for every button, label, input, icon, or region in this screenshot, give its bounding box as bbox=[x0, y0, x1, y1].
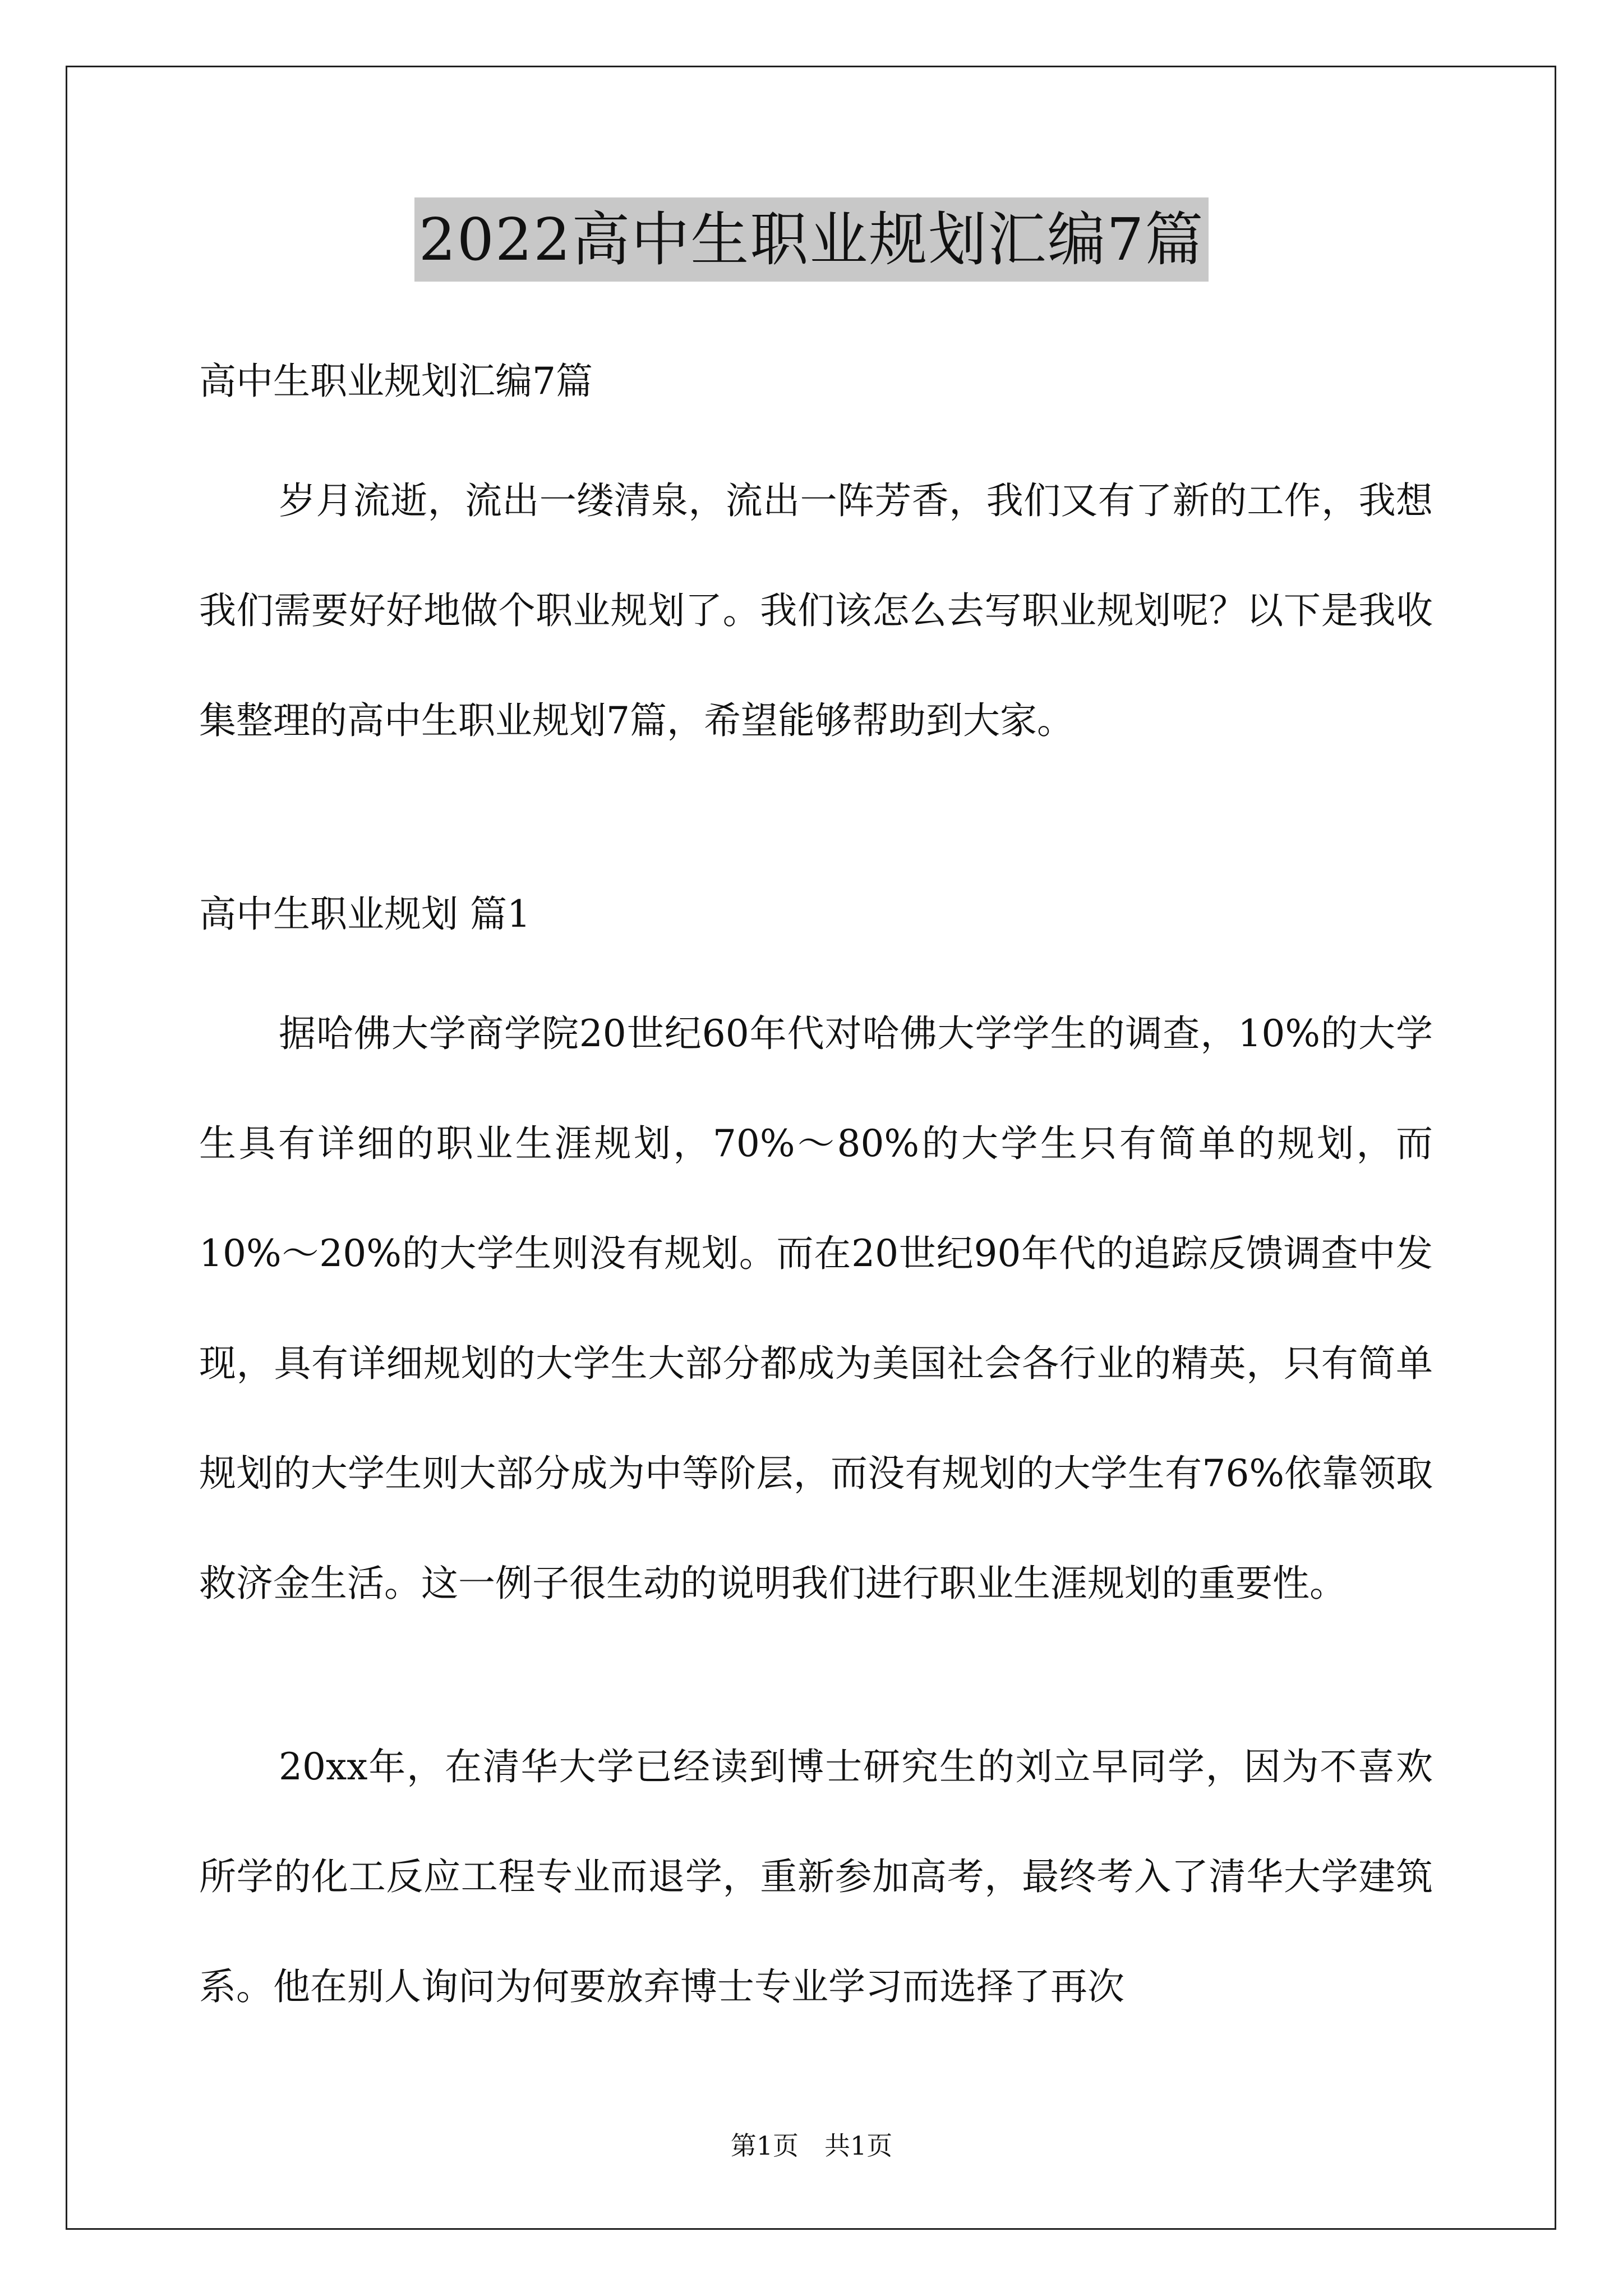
document-title: 2022高中生职业规划汇编7篇 bbox=[414, 197, 1209, 282]
page-footer: 第1页 共1页 bbox=[730, 2131, 893, 2161]
document-subtitle: 高中生职业规划汇编7篇 bbox=[199, 360, 593, 403]
section-heading: 高中生职业规划 篇1 bbox=[199, 892, 531, 936]
paragraph-block-1 bbox=[199, 979, 1433, 1639]
intro-paragraph: 岁月流逝，流出一缕清泉，流出一阵芳香，我们又有了新的工作，我想我们需要好好地做个职业规划了。我们该怎么去写职业规划呢？以下是我收集整理的高中生职业规划7篇，希望能够帮助到大家。 bbox=[199, 479, 1433, 742]
paragraph-block-2 bbox=[199, 1712, 1433, 2042]
title-container bbox=[0, 197, 1623, 282]
body-paragraph-1: 据哈佛大学商学院20世纪60年代对哈佛大学学生的调查，10%的大学生具有详细的职业生涯规划，70%～80%的大学生只有简单的规划，而10%～20%的大学生则没有规划。而在20世纪90年代的追踪反馈调查中发现，具有详细规划的大学生大部分都成为美国社会各行业的精英，只有简单规划的大学生则大部分成为中等阶层，而没有规划的大学生有76%依靠领取救济金生活。这一例子很生动的说明我们进行职业生涯规划的重要性。 bbox=[199, 1012, 1433, 1605]
intro-block bbox=[199, 446, 1433, 776]
body-paragraph-2: 20xx年，在清华大学已经读到博士研究生的刘立早同学，因为不喜欢所学的化工反应工程专业而退学，重新参加高考，最终考入了清华大学建筑系。他在别人询问为何要放弃博士专业学习而选择了再次 bbox=[199, 1745, 1433, 2008]
